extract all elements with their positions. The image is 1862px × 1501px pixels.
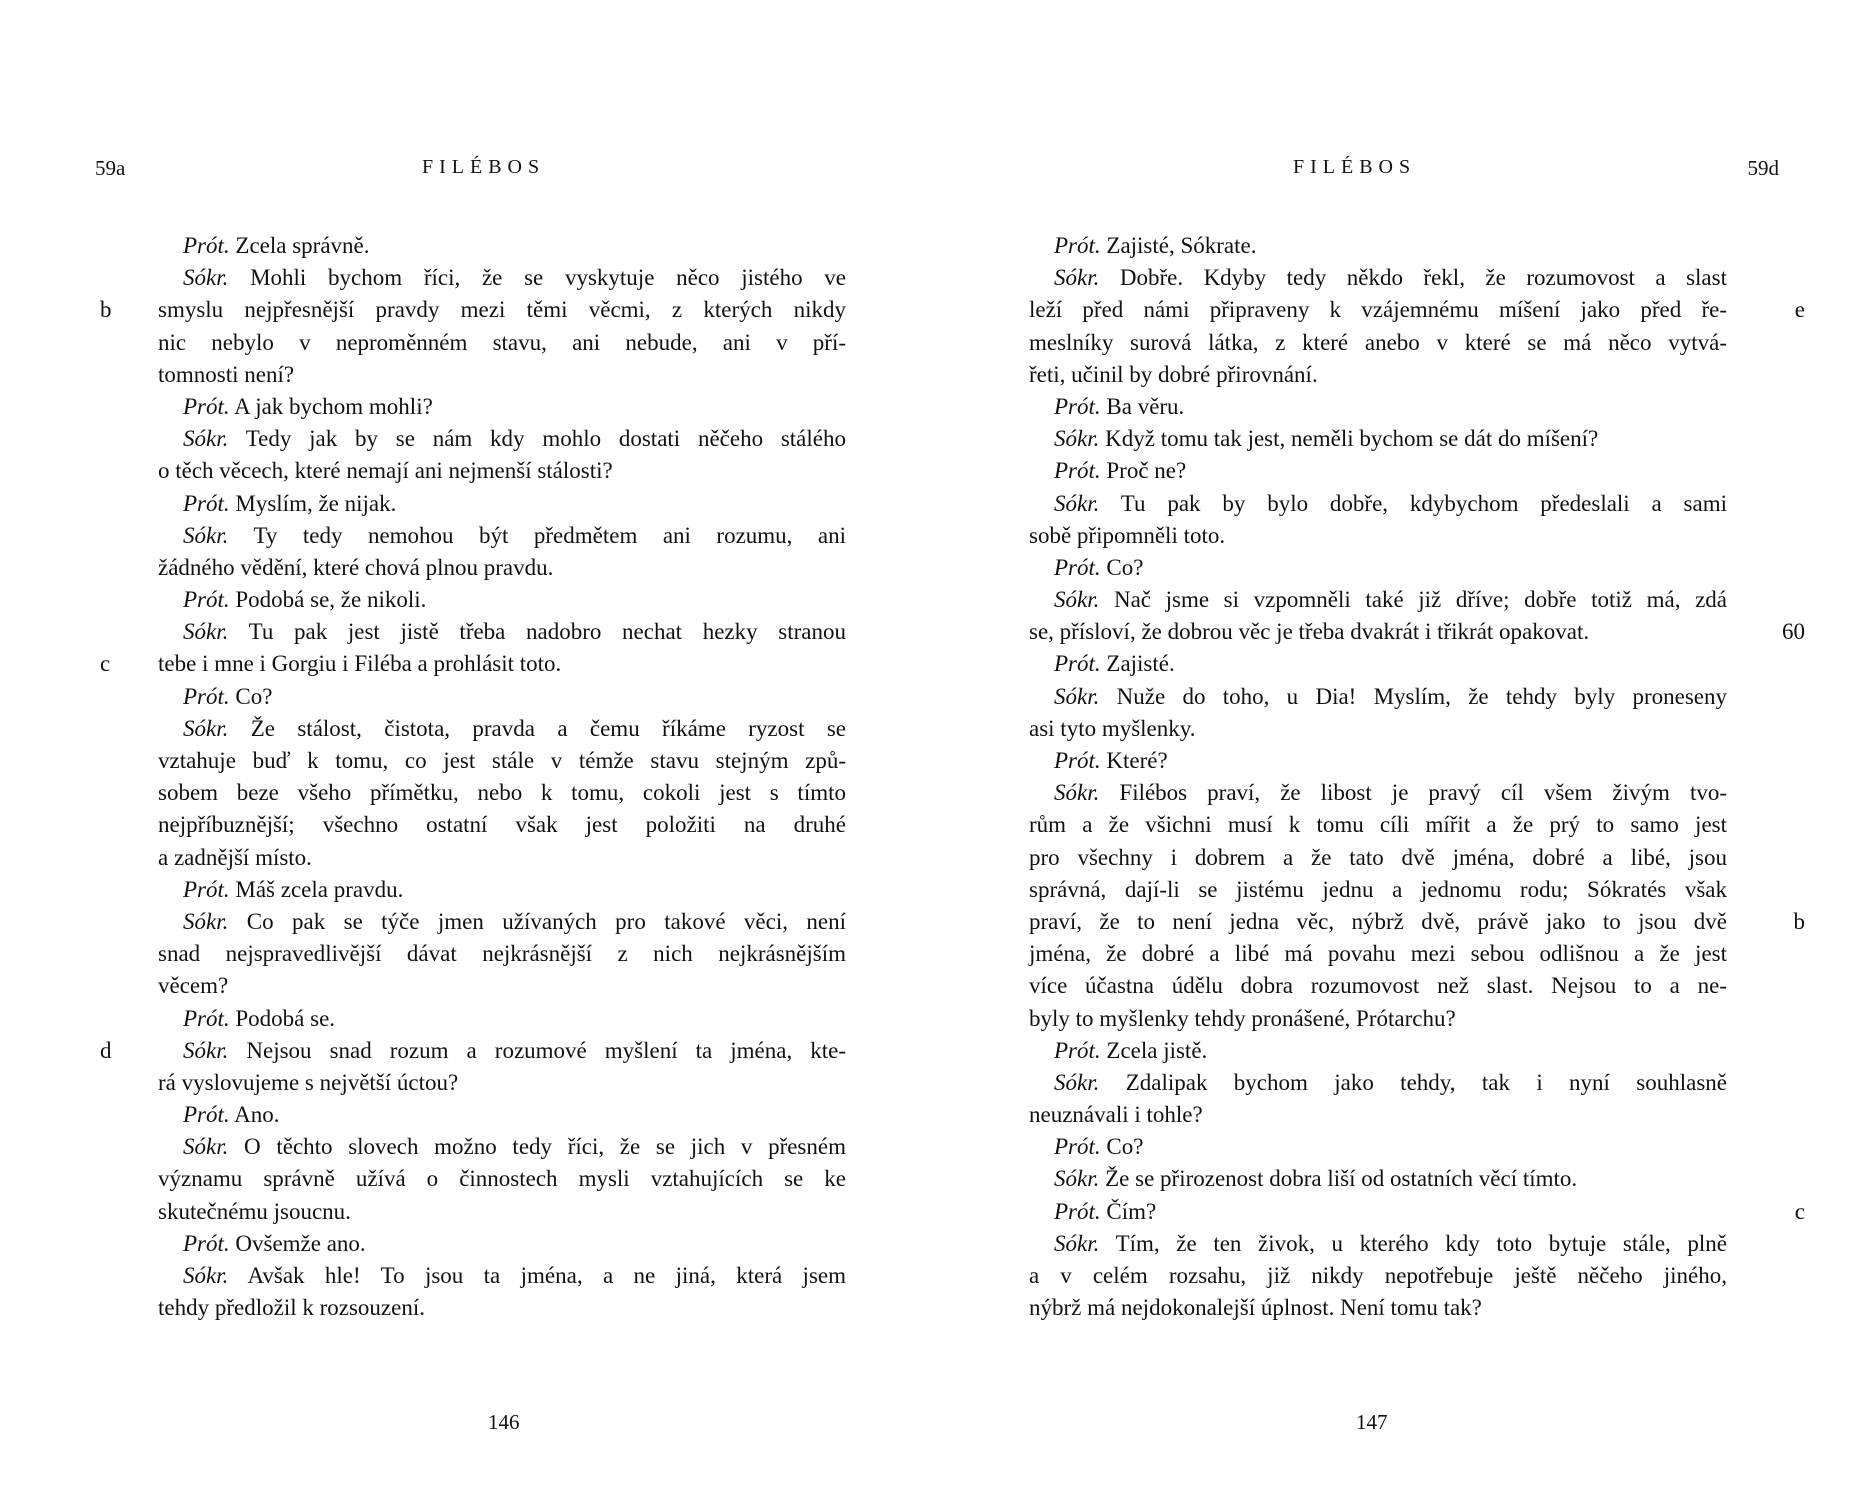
line-text: a v celém rozsahu, již nikdy nepotřebuje ještě něčeho jiného,	[1029, 1263, 1727, 1288]
line-text: skutečnému jsoucnu.	[158, 1198, 351, 1224]
text-line	[158, 1260, 846, 1292]
speaker-label: Sókr.	[183, 1037, 229, 1063]
margin-marker: d	[100, 1037, 112, 1063]
margin-marker: b	[100, 297, 112, 323]
margin-marker: b	[1793, 908, 1805, 934]
line-text: Máš zcela pravdu.	[229, 876, 404, 902]
text-line	[100, 648, 846, 680]
line-text: Zcela jistě.	[1100, 1037, 1208, 1063]
speaker-label: Prót.	[183, 1102, 230, 1128]
text-line	[158, 488, 846, 520]
speaker-label: Sókr.	[183, 619, 229, 645]
speaker-label: Sókr.	[183, 715, 229, 741]
margin-marker: c	[1794, 1198, 1805, 1224]
text-block	[100, 230, 846, 1324]
speaker-label: Sókr.	[1054, 1230, 1100, 1256]
line-text: Mohli bychom říci, že se vyskytuje něco jistého ve	[228, 265, 846, 291]
line-text: rům a že všichni musí k tomu cíli mířit a že prý to samo jest	[1029, 812, 1727, 838]
text-line	[158, 906, 846, 938]
text-line	[1029, 1228, 1727, 1260]
text-line	[1029, 938, 1727, 970]
right-page	[931, 0, 1862, 1501]
line-text: vztahuje buď k tomu, co jest stále v témže stavu stejným způ-	[158, 748, 846, 773]
line-text: jména, že dobré a libé má povahu mezi sebou odlišnou a že jest	[1029, 941, 1727, 967]
speaker-label: Prót.	[183, 587, 230, 613]
text-line	[1029, 616, 1805, 648]
speaker-label: Prót.	[183, 683, 230, 709]
text-line	[1029, 906, 1805, 938]
line-text: tehdy předložil k rozsouzení.	[158, 1295, 425, 1321]
speaker-label: Sókr.	[1054, 587, 1100, 613]
margin-marker: c	[100, 651, 111, 677]
line-text: Avšak hle! To jsou ta jména, a ne jiná, která jsem	[228, 1263, 846, 1288]
speaker-label: Prót.	[1054, 1198, 1101, 1224]
speaker-label: Sókr.	[183, 426, 229, 452]
speaker-label: Prót.	[183, 1005, 230, 1031]
line-text: Tu pak by bylo dobře, kdybychom předeslali a sami	[1099, 490, 1727, 516]
margin-marker: 60	[1782, 619, 1805, 645]
text-line	[158, 1003, 846, 1035]
margin-marker: e	[1794, 297, 1805, 323]
line-text: Ty tedy nemohou být předmětem ani rozumu, ani	[228, 522, 846, 548]
text-line	[1029, 777, 1727, 809]
text-line	[1029, 681, 1727, 713]
text-line	[100, 294, 846, 326]
line-text: více účastna údělu dobra rozumovost než slast. Nejsou to a ne-	[1029, 973, 1727, 999]
text-line	[1029, 1099, 1727, 1131]
line-text: smyslu nejpřesnější pravdy mezi těmi věcmi, z kterých nikdy	[158, 297, 846, 323]
line-text: tomnosti není?	[158, 361, 295, 387]
text-line	[158, 616, 846, 648]
text-line	[1029, 1003, 1727, 1035]
line-text: snad nejspravedlivější dávat nejkrásnější z nich nejkrásnějším	[158, 941, 846, 967]
line-text: věcem?	[158, 973, 229, 999]
text-block	[1029, 230, 1805, 1324]
line-text: nic nebylo v neproměnném stavu, ani nebude, ani v pří-	[158, 329, 846, 355]
speaker-label: Prót.	[1054, 393, 1101, 419]
text-line	[1029, 488, 1727, 520]
speaker-label: Prót.	[1054, 1134, 1101, 1160]
line-text: pro všechny i dobrem a že tato dvě jména, dobré a libé, jsou	[1029, 844, 1727, 870]
line-text: Dobře. Kdyby tedy někdo řekl, že rozumovost a slast	[1099, 265, 1727, 291]
line-text: neuznávali i tohle?	[1029, 1102, 1203, 1128]
line-text: Co?	[229, 683, 273, 709]
text-line	[1029, 874, 1727, 906]
speaker-label: Prót.	[1054, 554, 1101, 580]
line-text: Že se přirozenost dobra liší od ostatních věcí tímto.	[1099, 1166, 1578, 1192]
text-line	[158, 970, 846, 1002]
line-text: Ovšemže ano.	[229, 1230, 366, 1256]
line-text: Filébos praví, že libost je pravý cíl všem živým tvo-	[1099, 780, 1727, 806]
line-text: správná, dají-li se jistému jednu a jednomu rodu; Sókratés však	[1029, 876, 1727, 902]
running-head: FILÉBOS	[422, 156, 546, 178]
text-line	[1029, 1131, 1727, 1163]
text-line	[1029, 262, 1727, 294]
text-line	[158, 1163, 846, 1195]
speaker-label: Sókr.	[183, 1134, 229, 1160]
text-line	[1029, 1035, 1727, 1067]
speaker-label: Prót.	[1054, 233, 1101, 258]
line-text: Nejsou snad rozum a rozumové myšlení ta jména, kte-	[228, 1037, 846, 1063]
text-line	[1029, 327, 1727, 359]
speaker-label: Sókr.	[1054, 683, 1100, 709]
speaker-label: Prót.	[183, 490, 230, 516]
line-text: Nač jsme si vzpomněli také již dříve; dobře totiž má, zdá	[1099, 587, 1727, 613]
text-line	[158, 230, 846, 262]
page-number: 147	[1356, 1410, 1388, 1434]
section-reference: 59a	[95, 156, 126, 180]
line-text: Tím, že ten živok, u kterého kdy toto bytuje stále, plně	[1099, 1230, 1727, 1256]
text-line	[1029, 423, 1727, 455]
line-text: Ano.	[229, 1102, 280, 1128]
line-text: Zajisté, Sókrate.	[1100, 233, 1257, 258]
line-text: o těch věcech, které nemají ani nejmenší stálosti?	[158, 458, 613, 484]
text-line	[158, 745, 846, 777]
text-line	[1029, 294, 1805, 326]
text-line	[158, 1196, 846, 1228]
speaker-label: Prót.	[183, 876, 230, 902]
line-text: byly to myšlenky tehdy pronášené, Prótarchu?	[1029, 1005, 1456, 1031]
line-text: Co?	[1100, 1134, 1144, 1160]
text-line	[158, 584, 846, 616]
line-text: a zadnější místo.	[158, 844, 312, 870]
text-line	[1029, 1196, 1805, 1228]
text-line	[158, 1067, 846, 1099]
text-line	[1029, 809, 1727, 841]
speaker-label: Sókr.	[1054, 780, 1100, 806]
speaker-label: Sókr.	[1054, 426, 1100, 452]
line-text: Co?	[1100, 554, 1144, 580]
text-line	[1029, 520, 1727, 552]
line-text: sobě připomněli toto.	[1029, 522, 1226, 548]
speaker-label: Sókr.	[183, 265, 229, 291]
text-line	[1029, 648, 1727, 680]
text-line	[158, 713, 846, 745]
speaker-label: Sókr.	[183, 1263, 229, 1288]
text-line	[1029, 230, 1727, 262]
line-text: Zajisté.	[1100, 651, 1175, 677]
line-text: Podobá se.	[229, 1005, 336, 1031]
text-line	[158, 842, 846, 874]
speaker-label: Prót.	[1054, 458, 1101, 484]
speaker-label: Prót.	[183, 233, 230, 258]
line-text: Tedy jak by se nám kdy mohlo dostati něčeho stálého	[228, 426, 846, 452]
line-text: leží před námi připraveny k vzájemnému míšení jako před ře-	[1029, 297, 1727, 323]
text-line	[1029, 455, 1727, 487]
line-text: A jak bychom mohli?	[229, 393, 433, 419]
page-number: 146	[488, 1410, 520, 1434]
speaker-label: Sókr.	[183, 908, 229, 934]
text-line	[1029, 359, 1727, 391]
running-head: FILÉBOS	[1293, 156, 1417, 178]
line-text: Tu pak jest jistě třeba nadobro nechat hezky stranou	[228, 619, 846, 645]
speaker-label: Sókr.	[1054, 1069, 1100, 1095]
line-text: Čím?	[1100, 1198, 1157, 1224]
line-text: Myslím, že nijak.	[229, 490, 397, 516]
line-text: Zcela správně.	[229, 233, 370, 258]
line-text: Když tomu tak jest, neměli bychom se dát do míšení?	[1099, 426, 1599, 452]
text-line	[1029, 1260, 1727, 1292]
text-line	[158, 327, 846, 359]
text-line	[158, 938, 846, 970]
text-line	[158, 809, 846, 841]
text-line	[1029, 745, 1727, 777]
text-line	[158, 1099, 846, 1131]
section-reference: 59d	[1747, 156, 1779, 180]
line-text: meslníky surová látka, z které anebo v které se má něco vytvá-	[1029, 329, 1727, 355]
text-line	[1029, 552, 1727, 584]
text-line	[158, 391, 846, 423]
line-text: sobem beze všeho přímětku, nebo k tomu, cokoli jest s tímto	[158, 780, 846, 806]
line-text: nýbrž má nejdokonalejší úplnost. Není tomu tak?	[1029, 1295, 1482, 1321]
line-text: Nuže do toho, u Dia! Myslím, že tehdy byly proneseny	[1099, 683, 1727, 709]
text-line	[158, 520, 846, 552]
line-text: Podobá se, že nikoli.	[229, 587, 427, 613]
speaker-label: Prót.	[183, 393, 230, 419]
speaker-label: Sókr.	[183, 522, 229, 548]
line-text: významu správně užívá o činnostech mysli vztahujících se ke	[158, 1166, 846, 1192]
text-line	[158, 874, 846, 906]
text-line	[158, 1228, 846, 1260]
speaker-label: Sókr.	[1054, 490, 1100, 516]
text-line	[1029, 584, 1727, 616]
text-line	[1029, 713, 1727, 745]
text-line	[158, 681, 846, 713]
text-line	[158, 552, 846, 584]
text-line	[158, 1292, 846, 1324]
line-text: asi tyto myšlenky.	[1029, 715, 1196, 741]
speaker-label: Prót.	[1054, 748, 1101, 773]
speaker-label: Sókr.	[1054, 265, 1100, 291]
line-text: Zdalipak bychom jako tehdy, tak i nyní souhlasně	[1099, 1069, 1727, 1095]
text-line	[158, 455, 846, 487]
text-line	[158, 359, 846, 391]
line-text: Proč ne?	[1100, 458, 1187, 484]
line-text: Že stálost, čistota, pravda a čemu říkáme ryzost se	[228, 715, 846, 741]
speaker-label: Prót.	[183, 1230, 230, 1256]
speaker-label: Sókr.	[1054, 1166, 1100, 1192]
text-line	[158, 777, 846, 809]
line-text: žádného vědění, které chová plnou pravdu.	[158, 554, 554, 580]
line-text: Které?	[1100, 748, 1168, 773]
line-text: rá vyslovujeme s největší úctou?	[158, 1069, 459, 1095]
text-line	[158, 1131, 846, 1163]
text-line	[1029, 391, 1727, 423]
line-text: O těchto slovech možno tedy říci, že se jich v přesném	[228, 1134, 846, 1160]
text-line	[1029, 1067, 1727, 1099]
line-text: se, přísloví, že dobrou věc je třeba dvakrát i třikrát opakovat.	[1029, 619, 1590, 645]
line-text: Co pak se týče jmen užívaných pro takové věci, není	[228, 908, 846, 934]
line-text: praví, že to není jedna věc, nýbrž dvě, právě jako to jsou dvě	[1029, 908, 1727, 934]
text-line	[1029, 1292, 1727, 1324]
text-line	[158, 423, 846, 455]
text-line	[158, 262, 846, 294]
text-line	[100, 1035, 846, 1067]
speaker-label: Prót.	[1054, 651, 1101, 677]
speaker-label: Prót.	[1054, 1037, 1101, 1063]
text-line	[1029, 970, 1727, 1002]
text-line	[1029, 1163, 1727, 1195]
line-text: Ba věru.	[1100, 393, 1185, 419]
line-text: řeti, učinil by dobré přirovnání.	[1029, 361, 1318, 387]
line-text: nejpříbuznější; všechno ostatní však jest položiti na druhé	[158, 812, 846, 838]
line-text: tebe i mne i Gorgiu i Filéba a prohlásit toto.	[158, 651, 562, 677]
text-line	[1029, 842, 1727, 874]
